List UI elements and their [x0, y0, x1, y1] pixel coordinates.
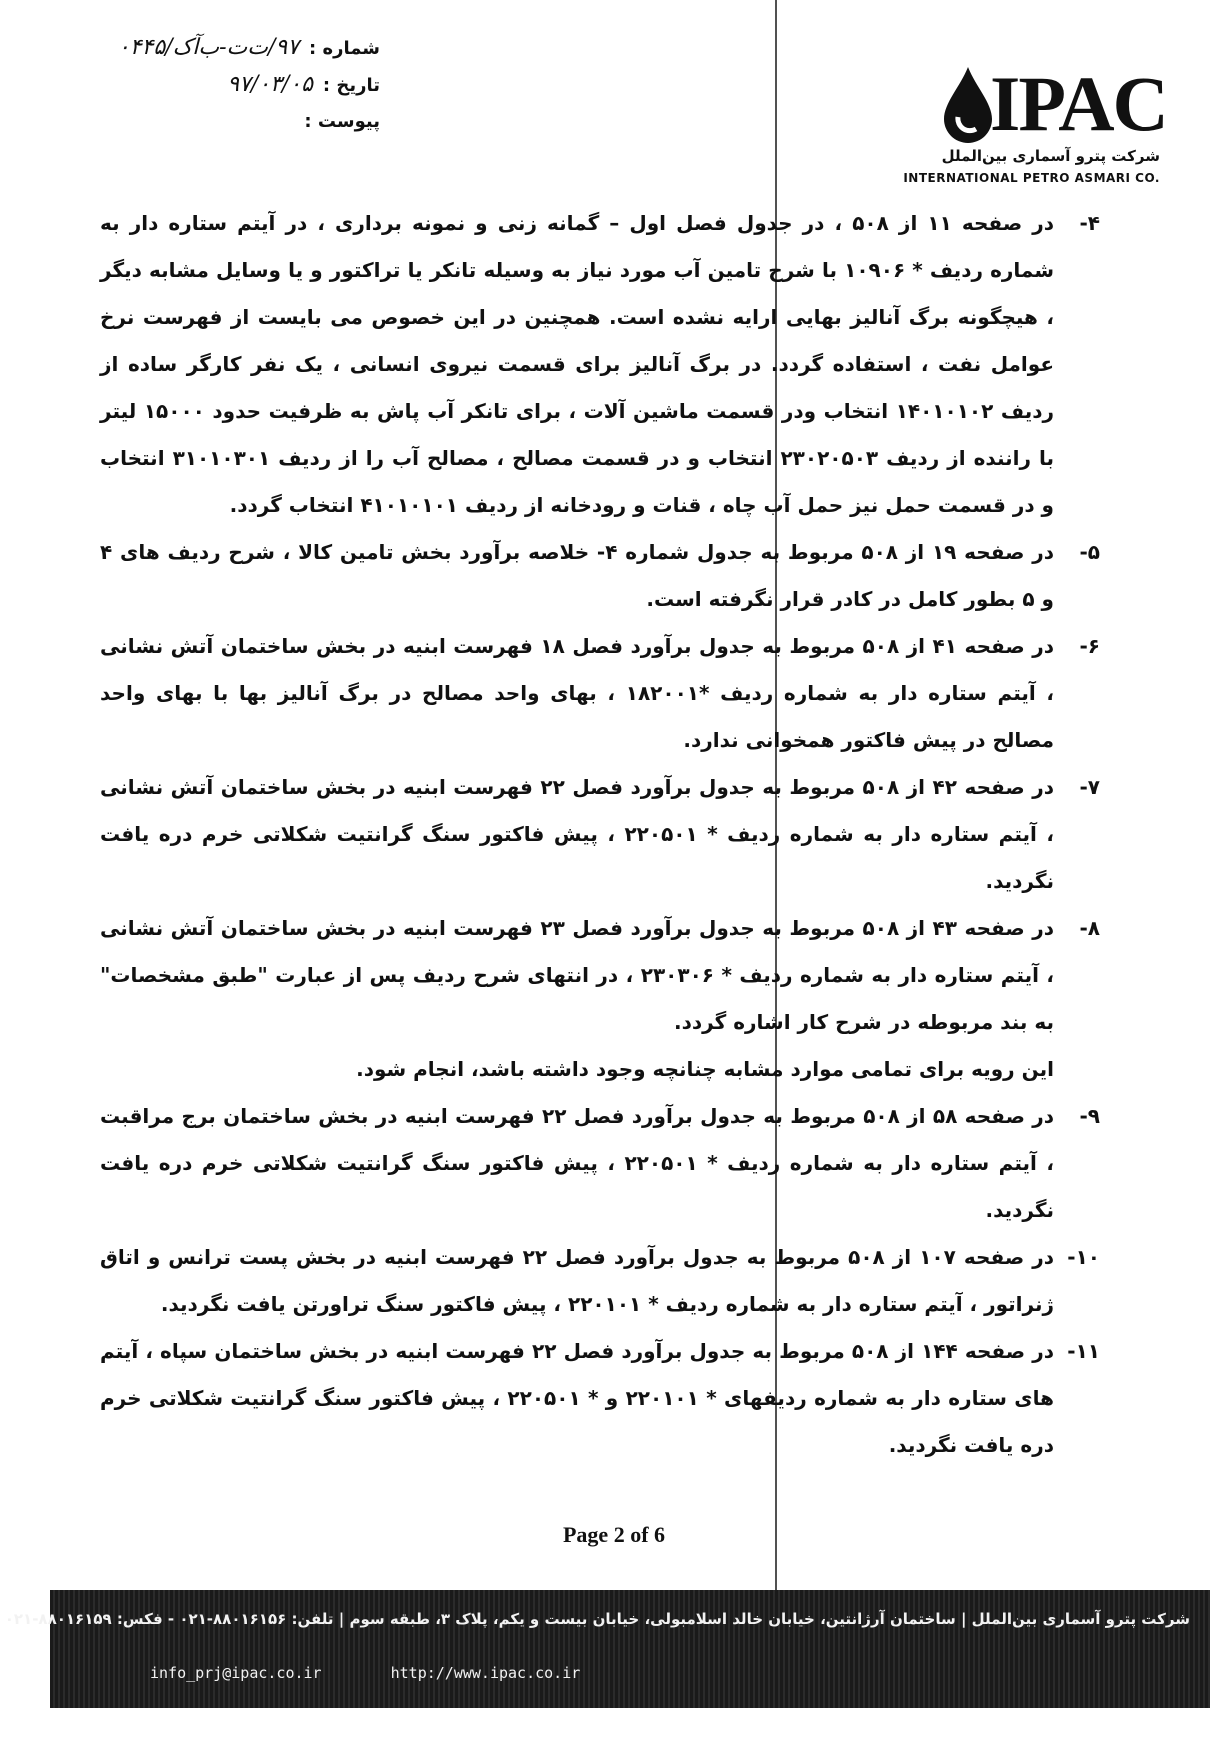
footer-address: شرکت پترو آسماری بین‌الملل | ساختمان آرژانتین، خیابان خالد اسلامبولی، خیابان بیست و یکم، پلاک ۳، طبقه سوم | تلفن: ۸۸۰۱۶۱۵۶-۰۲۱ - فکس: ۸۸۰۱۶۱۵۹-۰۲۱	[4, 1610, 1190, 1628]
logo-company-name-en: INTERNATIONAL PETRO ASMARI CO.	[903, 171, 1160, 185]
item-number: ۵-	[1079, 540, 1100, 564]
number-value: ۹۷/ت‌ت-ب‌آ‌ک/۰۴۴۵	[117, 35, 300, 60]
item-number: ۹-	[1079, 1104, 1100, 1128]
procedure-note: این رویه برای تمامی موارد مشابه چنانچه وجود داشته باشد، انجام شود.	[356, 1057, 1054, 1081]
item-text: در صفحه ۱۱ از ۵۰۸ ، در جدول فصل اول – گمانه زنی و نمونه برداری ، در آیتم ستاره دار به شماره ردیف * ۱۰۹۰۶ با شرح تامین آب مورد نیاز به وسیله تانکر یا تراکتور و یا وسایل مشابه دیگر ، هیچگونه برگ آنالیز بهایی ارایه نشده است. همچنین در این خصوص می بایست از فهرست نرخ عوامل نفت ، استفاده گردد. در برگ آنالیز برای قسمت نیروی انسانی ، یک نفر کارگر ساده از ردیف ۱۴۰۱۰۱۰۲ انتخاب ودر قسمت ماشین آلات ، برای تانکر آب پاش به ظرفیت حدود ۱۵۰۰۰ لیتر با راننده از ردیف ۲۳۰۲۰۵۰۳ انتخاب و در قسمت مصالح ، مصالح آب را از ردیف ۳۱۰۱۰۳۰۱ انتخاب و در قسمت حمل نیز حمل آب چاه ، قنات و رودخانه از ردیف ۴۱۰۱۰۱۰۱ انتخاب گردد.	[100, 211, 1055, 517]
date-value: ۹۷/۰۳/۰۵	[227, 72, 313, 97]
item-number: ۴-	[1079, 211, 1100, 235]
letterhead-footer	[4, 1590, 1210, 1708]
logo-company-name-fa: شرکت پترو آسماری بین‌الملل	[941, 147, 1160, 165]
item-text: در صفحه ۱۴۴ از ۵۰۸ مربوط به جدول برآورد فصل ۲۲ فهرست ابنیه در بخش ساختمان سپاه ، آیتم های ستاره دار به شماره ردیفهای * ۲۲۰۱۰۱ و * ۲۲۰۵۰۱ ، پیش فاکتور سنگ گرانتیت شکلاتی خرم دره یافت نگردید.	[100, 1339, 1055, 1457]
letter-body	[100, 200, 1100, 1469]
attachment-label: پیوست :	[304, 111, 380, 132]
date-row	[40, 67, 380, 104]
item-text: در صفحه ۴۲ از ۵۰۸ مربوط به جدول برآورد فصل ۲۲ فهرست ابنیه در بخش ساختمان آتش نشانی ، آیتم ستاره دار به شماره ردیف * ۲۲۰۵۰۱ ، پیش فاکتور سنگ گرانتیت شکلاتی خرم دره یافت نگردید.	[100, 775, 1054, 893]
item-text: در صفحه ۵۸ از ۵۰۸ مربوط به جدول برآورد فصل ۲۲ فهرست ابنیه در بخش ساختمان برج مراقبت ، آیتم ستاره دار به شماره ردیف * ۲۲۰۵۰۱ ، پیش فاکتور سنگ گرانتیت شکلاتی خرم دره یافت نگردید.	[100, 1104, 1055, 1222]
date-label: تاریخ :	[322, 75, 380, 96]
list-item	[100, 764, 1100, 905]
footer-contact	[150, 1664, 640, 1682]
item-number: ۸-	[1079, 916, 1100, 940]
list-item	[100, 529, 1100, 623]
list-item	[100, 623, 1100, 764]
list-item	[100, 905, 1100, 1046]
list-item	[100, 1234, 1100, 1328]
item-number: ۱۱-	[1067, 1339, 1100, 1363]
item-text: در صفحه ۱۹ از ۵۰۸ مربوط به جدول شماره ۴- خلاصه برآورد بخش تامین کالا ، شرح ردیف های ۴ و ۵ بطور کامل در کادر قرار نگرفته است.	[100, 540, 1054, 611]
item-number: ۱۰-	[1067, 1245, 1100, 1269]
footer-website: http://www.ipac.co.ir	[390, 1664, 581, 1682]
item-text: در صفحه ۴۳ از ۵۰۸ مربوط به جدول برآورد فصل ۲۳ فهرست ابنیه در بخش ساختمان آتش نشانی ، آیتم ستاره دار به شماره ردیف * ۲۳۰۳۰۶ ، در انتهای شرح ردیف پس از عبارت "طبق مشخصات" به بند مربوطه در شرح کار اشاره گردد.	[100, 916, 1055, 1034]
list-item	[100, 200, 1100, 529]
attachment-row	[40, 104, 380, 140]
company-logo	[903, 55, 1180, 195]
footer-email: info_prj@ipac.co.ir	[150, 1664, 322, 1682]
item-number: ۷-	[1079, 775, 1100, 799]
letter-meta	[40, 30, 380, 140]
oil-drop-icon	[940, 65, 996, 145]
page-number: Page 2 of 6	[562, 1522, 666, 1547]
list-item	[100, 1093, 1100, 1234]
item-number: ۶-	[1079, 634, 1100, 658]
item-text: در صفحه ۱۰۷ از ۵۰۸ مربوط به جدول برآورد فصل ۲۲ فهرست ابنیه در بخش پست ترانس و اتاق ژنراتور ، آیتم ستاره دار به شماره ردیف * ۲۲۰۱۰۱ ، پیش فاکتور سنگ تراورتن یافت نگردید.	[100, 1245, 1054, 1316]
number-row	[40, 30, 380, 67]
list-item	[100, 1328, 1100, 1469]
item-text: در صفحه ۴۱ از ۵۰۸ مربوط به جدول برآورد فصل ۱۸ فهرست ابنیه در بخش ساختمان آتش نشانی ، آیتم ستاره دار به شماره ردیف *۱۸۲۰۰۱ ، بهای واحد مصالح در برگ آنالیز بها با بهای واحد مصالح در پیش فاکتور همخوانی ندارد.	[100, 634, 1055, 752]
number-label: شماره :	[309, 38, 380, 59]
logo-wordmark: IPAC	[990, 60, 1167, 147]
